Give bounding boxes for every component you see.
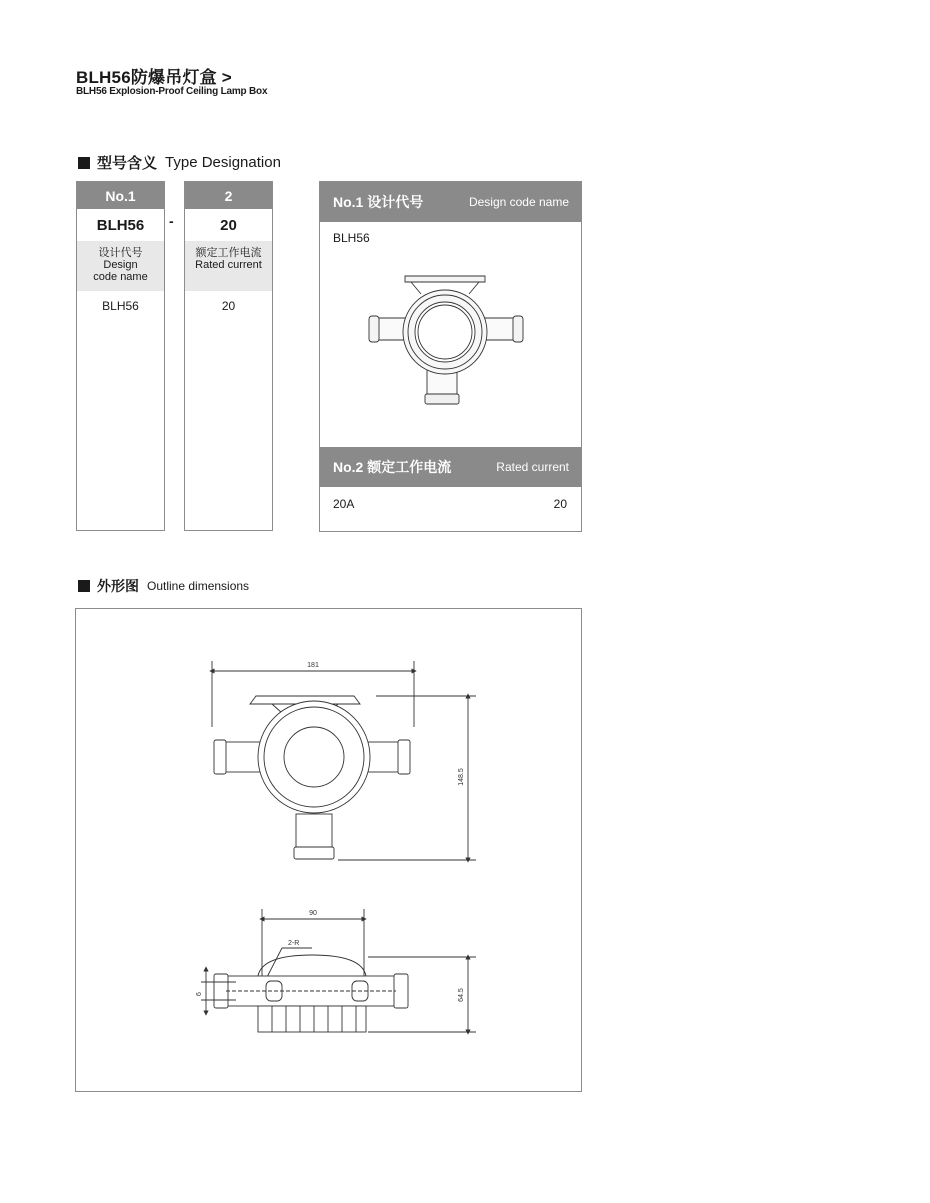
bullet-square-icon	[78, 580, 90, 592]
column-example: BLH56	[102, 299, 139, 313]
dim-small-label: 6	[196, 992, 203, 996]
type-designation-heading	[78, 152, 281, 173]
info-bar-title: No.1 设计代号	[333, 194, 424, 210]
info-bar-no2	[320, 447, 581, 487]
heading-en: Outline dimensions	[147, 579, 250, 593]
dim-side-height-label: 64.5	[458, 988, 465, 1002]
dim-height-label: 148.5	[458, 768, 465, 786]
column-label	[185, 241, 272, 291]
designation-column-2	[184, 181, 273, 531]
dim-depth-label: 90	[309, 910, 317, 917]
side-view	[201, 909, 476, 1032]
design-code-text: BLH56	[333, 231, 370, 245]
info-bar-title-en: Rated current	[496, 460, 569, 474]
label-cn: 设计代号	[98, 247, 143, 259]
heading-cn: 外形图	[97, 578, 139, 594]
info-bar-no1	[320, 182, 581, 222]
bullet-square-icon	[78, 157, 90, 169]
dim-width-label: 181	[307, 662, 319, 669]
info-bar-title: No.2 额定工作电流	[333, 459, 452, 475]
lamp-box-illustration	[365, 270, 545, 420]
rated-current-text: 20A	[333, 497, 355, 511]
page-subtitle: BLH56 Explosion-Proof Ceiling Lamp Box	[76, 86, 268, 97]
outline-drawing	[76, 609, 581, 1091]
info-panel	[319, 181, 582, 532]
separator-dash: -	[169, 213, 174, 229]
heading-cn: 型号含义	[97, 155, 158, 172]
page-title: BLH56防爆吊灯盒 >	[76, 68, 232, 87]
column-header: 2	[185, 182, 272, 209]
outline-heading	[78, 576, 249, 596]
label-en: Design code name	[93, 259, 148, 283]
column-header: No.1	[77, 182, 164, 209]
dim-hole-label: 2-R	[288, 940, 300, 947]
outline-drawing-box	[75, 608, 582, 1092]
column-value: BLH56	[96, 216, 145, 234]
front-view	[212, 661, 476, 860]
info-bar-title-en: Design code name	[468, 195, 569, 209]
heading-en: Type Designation	[165, 154, 281, 171]
designation-column-1	[76, 181, 165, 531]
column-example: 20	[221, 299, 236, 313]
label-cn: 额定工作电流	[195, 247, 262, 259]
column-label	[77, 241, 164, 291]
label-en: Rated current	[195, 259, 262, 271]
rated-current-code: 20	[553, 497, 567, 511]
column-value: 20	[220, 216, 237, 234]
